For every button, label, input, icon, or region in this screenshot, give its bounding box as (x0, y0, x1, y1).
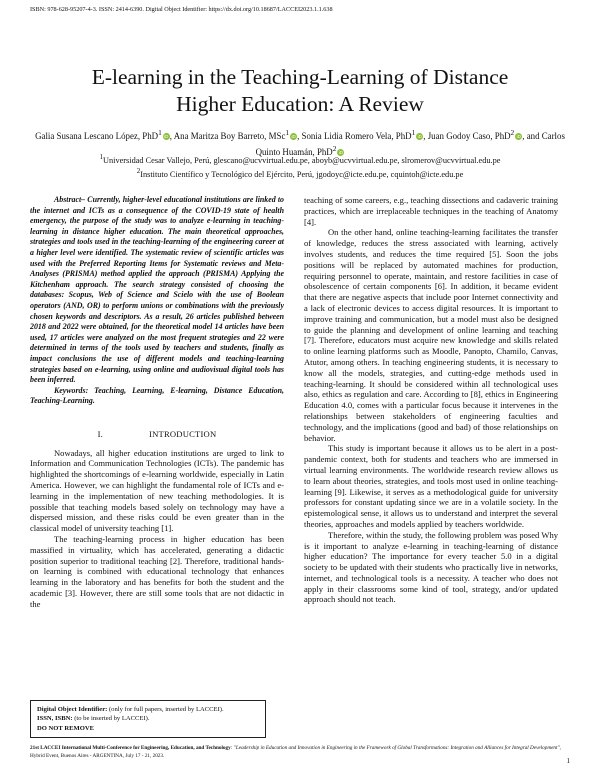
title-line-1: E-learning in the Teaching-Learning of Distance (91, 65, 509, 89)
conference-name: 21st LACCEI International Multi-Conference for Engineering, Education, and Technology (30, 745, 231, 751)
conference-footer (30, 745, 570, 760)
body-paragraph: teaching of some careers, e.g., teaching dissections and cadaveric training practices, which are irreplaceable techniques in the teaching of Anatomy [4]. (304, 195, 558, 227)
doi-notice-box (30, 700, 266, 738)
title-line-2: Higher Education: A Review (176, 92, 424, 116)
left-column (30, 195, 284, 610)
issn-notice-line (37, 714, 259, 723)
author-affiliation-mark: 1 (285, 128, 290, 137)
affiliation-mark: 2 (136, 167, 141, 175)
author-separator: , (423, 130, 428, 141)
abstract: Abstract– Currently, higher-level educational institutions are linked to the internet and ICTs as a consequence of the COVID-19 state of health emergency, the purpose of the study was to analyze e-learning in teaching-learning in distance higher education. The main theoretical approaches, strategies and tools used in the teaching-learning of the engineering career at a higher level were identified. The systematic review of scientific articles was used with the Preferred Reporting Items for Systematic reviews and Meta-Analyses (PRISMA) method applied the approach (PRISMA) Applying the Kitchenham approach. The search strategy consisted of choosing the databases: Scopus, Web of Science and Scielo with the use of Boolean operators (AND, OR) to perform unions or combinations with the previously chosen keywords and descriptors. As a result, 26 articles published between 2018 and 2022 were obtained, for the theoretical model 14 articles have been used, 17 articles were analyzed on the most frequent strategies and 22 were determined in terms of the tools used by teachers and students, finally as impact conclusions the use of different models and teaching-learning strategies based on e-learning, using online and audiovisual digital tools has been inferred. (30, 195, 284, 385)
author-name: Ana Maritza Boy Barreto, MSc (173, 130, 286, 141)
doi-note: (only for full papers, inserted by LACCEI). (107, 706, 224, 713)
author-separator: , (169, 130, 174, 141)
doi-label: Digital Object Identifier: (37, 706, 108, 713)
body-paragraph: Therefore, within the study, the following problem was posed Why is it important to analyze e-learning in teaching-learning of distance higher education? The importance for every teacher 5.0 in a digital society to be updated with their students who practically live in networks, internet, and technological tools is a necessity. A teacher who does not apply in their classrooms some kind of tool, strategy, and/or updated approach should not teach. (304, 529, 558, 605)
doi-notice-line (37, 705, 259, 714)
section-title: INTRODUCTION (149, 428, 217, 439)
affiliation-text: Instituto Científico y Tecnológico del Ejército, Perú, jgodoyc@icte.edu.pe, cquintoh@icte.edu.pe (140, 169, 464, 179)
author-name: Galia Susana Lescano López, PhD (35, 130, 159, 141)
conference-theme: : "Leadership in Education and Innovation in Engineering in the Framework of Global Transformations: Integration and Alliances for Integral Development" (230, 745, 560, 751)
affiliation-mark: 1 (99, 154, 104, 161)
orcid-icon[interactable]: iD (516, 133, 521, 139)
author-affiliation-mark: 2 (510, 128, 515, 137)
header-identifier-line: ISBN: 978-628-95207-4-3. ISSN: 2414-6390. Digital Object Identifier: https://dx.doi.org/10.18687/LACCEI2023.1.1.638 (30, 6, 333, 13)
right-column (304, 195, 558, 605)
author-separator: , (297, 130, 302, 141)
author-name: Carlos Quinto Huamán, PhD (255, 130, 565, 157)
affiliation-line (30, 166, 570, 180)
orcid-icon[interactable]: iD (164, 133, 169, 139)
affiliations (30, 152, 570, 180)
orcid-icon[interactable]: iD (338, 149, 344, 155)
affiliation-line (30, 152, 570, 166)
do-not-remove-note: DO NOT REMOVE (37, 724, 95, 732)
orcid-icon[interactable]: iD (417, 133, 422, 139)
affiliation-text: Universidad Cesar Vallejo, Perú, glescano@ucvvirtual.edu.pe, aboyb@ucvvirtual.edu.pe, slromerov@ucvvirtual.edu.pe (103, 155, 501, 165)
keywords: Keywords: Teaching, Learning, E-learning, Distance Education, Teaching-Learning. (30, 385, 284, 406)
author-name: Juan Godoy Caso, PhD (427, 130, 511, 141)
body-paragraph: The teaching-learning process in higher education has been massified in virtuality, which has accelerated, generating a didactic position superior to traditional teaching [2]. Therefore, traditional hands-on learning is combined with educational technology that enhances learning in the laboratory and has benefits for both the student and the academic [3]. However, there are still some tools that are not didactic in the (30, 534, 284, 609)
author-affiliation-mark: 1 (411, 128, 416, 137)
section-heading (30, 429, 284, 440)
section-number: I. (97, 428, 104, 439)
body-paragraph: On the other hand, online teaching-learning facilitates the transfer of knowledge, reduces the stress associated with learning, actively involves students, and reduces the time required [5]. Soon the jobs positions will be replaced by automated machines for production, requiring personnel to operate, maintain, and restore facilities in case of obsolescence of certain components [6]. In addition, it became evident that there are negative aspects that include poor Internet connectivity and a lack of electronic devices to access digital resources. It is important to improve training and communication, but a model must also be designed to guide the planning and development of online learning and teaching [7]. Therefore, educators must acquire new knowledge and skills related to online learning platforms such as Moodle, Panopto, Chamilo, Canvas, Atutor, among others. In teaching engineering students, it is necessary to know all the models, strategies, and cutting-edge methods used in teaching-learning. It should be considered within all technological uses also, ethics as regulation and care. According to [8], ethics in Engineering Education 4.0, comes with a particular focus because it intervenes in the relationships between stakeholders of engineering faculties and technology, and the implications (good and bad) of those relationships on behavior. (304, 227, 558, 443)
conference-event: , Hybrid Event, Buenos Aires - ARGENTINA, July 17 - 21, 2023. (30, 745, 561, 759)
paper-title (30, 64, 570, 118)
issn-note: (to be inserted by LACCEI). (72, 715, 150, 723)
body-paragraph: Nowadays, all higher education institutions are urged to link to Information and Communication Technologies (ICTs). The pandemic has highlighted the shortcomings of e-learning worldwide, especially in Latin America. However, we can highlight the fundamental role of ICTs and e-learning in the implementation of new teaching methodologies. It is possible that teaching models based solely on technology may have a dispersed mission, and these risks could be even greater than in the classical model of university teaching [1]. (30, 447, 284, 534)
page-number: 1 (566, 757, 570, 765)
orcid-icon[interactable]: iD (291, 133, 296, 139)
issn-label: ISSN, ISBN: (37, 715, 73, 723)
author-name: Sonia Lidia Romero Vela, PhD (301, 130, 412, 141)
body-paragraph: This study is important because it allows us to be alert in a post-pandemic context, both for students and teachers who are immersed in virtual learning environments. The worldwide research review allows us to learn about theories, strategies, and tools most used in online teaching-learning [9]. Likewise, it serves as a methodological guide for university professors for constant updating since we are in a volatile society. In the epistemological sense, it allows us to understand and interpret the several theories, approaches and models applied by teachers worldwide. (304, 443, 558, 529)
author-affiliation-mark: 2 (332, 143, 337, 153)
author-separator: , and (522, 130, 542, 141)
author-affiliation-mark: 1 (158, 128, 162, 137)
